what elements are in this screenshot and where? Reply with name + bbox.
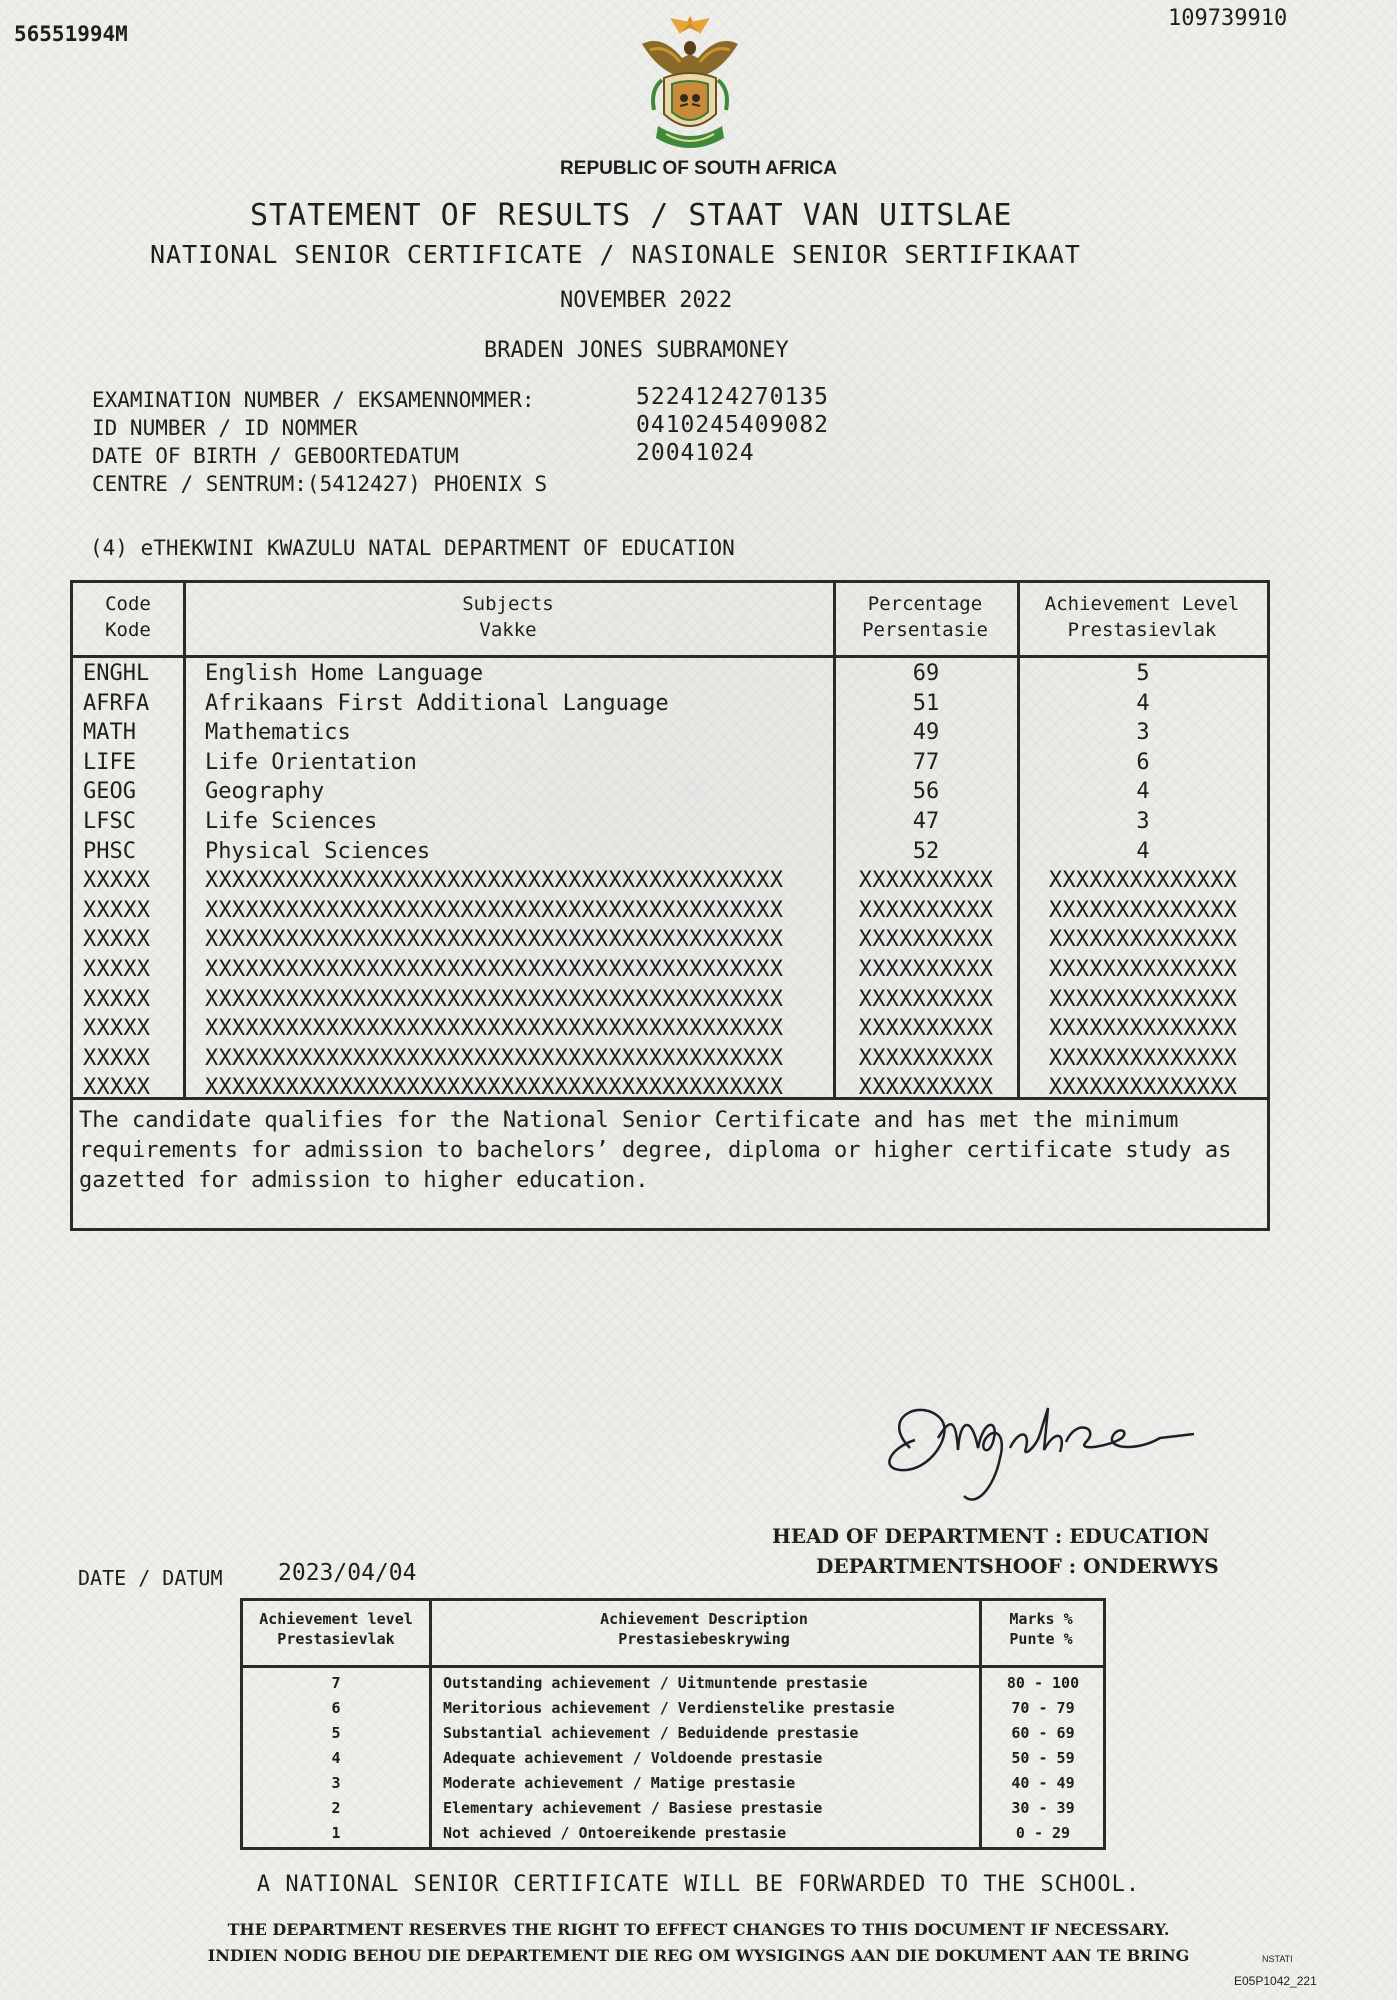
subject-percentage: 52 xyxy=(912,838,940,864)
subject-code: PHSC xyxy=(83,838,136,864)
subject-name: Physical Sciences xyxy=(205,838,431,864)
legend-level: 4 xyxy=(331,1749,341,1767)
subject-percentage: XXXXXXXXXX xyxy=(858,986,994,1012)
department-line: (4) eTHEKWINI KWAZULU NATAL DEPARTMENT OF EDUCATION xyxy=(90,536,735,560)
legend-level: 5 xyxy=(331,1724,341,1742)
subject-percentage: XXXXXXXXXX xyxy=(858,897,994,923)
subject-code: AFRFA xyxy=(83,690,150,716)
subject-name: Geography xyxy=(205,779,325,805)
legend-marks: 0 - 29 xyxy=(1015,1824,1071,1842)
results-table xyxy=(70,580,1270,1100)
centre-line: CENTRE / SENTRUM:(5412427) PHOENIX S xyxy=(92,472,548,496)
exam-number-value: 5224124270135 xyxy=(636,384,830,410)
republic-heading: REPUBLIC OF SOUTH AFRICA xyxy=(560,158,837,179)
dob-value: 20041024 xyxy=(636,440,755,466)
subject-code: XXXXX xyxy=(83,986,151,1012)
subject-code: XXXXX xyxy=(83,927,151,953)
subject-percentage: XXXXXXXXXX xyxy=(858,868,994,894)
header-subjects: Subjects Vakke xyxy=(462,593,554,641)
legend-marks: 40 - 49 xyxy=(1011,1774,1075,1792)
subject-name: XXXXXXXXXXXXXXXXXXXXXXXXXXXXXXXXXXXXXXXXXXX xyxy=(205,897,784,923)
id-number-label: ID NUMBER / ID NOMMER xyxy=(92,416,358,440)
subject-code: XXXXX xyxy=(83,1016,151,1042)
dob-label: DATE OF BIRTH / GEBOORTEDATUM xyxy=(92,444,459,468)
legend-description: Not achieved / Ontoereikende prestasie xyxy=(443,1824,787,1842)
subject-code: XXXXX xyxy=(83,868,151,894)
subject-level: XXXXXXXXXXXXXX xyxy=(1048,986,1238,1012)
subject-percentage: 69 xyxy=(912,661,940,686)
legend-description: Adequate achievement / Voldoende prestasie xyxy=(443,1749,823,1767)
coat-of-arms-icon xyxy=(632,14,748,158)
forward-notice: A NATIONAL SENIOR CERTIFICATE WILL BE FORWARDED TO THE SCHOOL. xyxy=(256,1872,1141,1897)
legend-marks: 30 - 39 xyxy=(1011,1799,1075,1817)
subject-name: Life Orientation xyxy=(205,749,417,775)
subject-level: XXXXXXXXXXXXXX xyxy=(1048,957,1238,982)
subject-code: XXXXX xyxy=(83,1075,151,1101)
signatory-title-english: HEAD OF DEPARTMENT : EDUCATION xyxy=(772,1524,1210,1548)
subject-percentage: 49 xyxy=(912,720,940,746)
reserve-notice-english: THE DEPARTMENT RESERVES THE RIGHT TO EFFECT CHANGES TO THIS DOCUMENT IF NECESSARY. xyxy=(227,1920,1170,1939)
signature-icon xyxy=(860,1378,1210,1518)
subject-name: Afrikaans First Additional Language xyxy=(205,690,669,716)
subject-level: 4 xyxy=(1136,690,1150,716)
subject-name: Mathematics xyxy=(205,720,351,746)
subject-code: LFSC xyxy=(83,809,136,834)
exam-number-label: EXAMINATION NUMBER / EKSAMENNOMMER: xyxy=(92,388,535,412)
subject-percentage: XXXXXXXXXX xyxy=(858,957,994,982)
subject-level: XXXXXXXXXXXXXX xyxy=(1048,1075,1238,1101)
subject-percentage: XXXXXXXXXX xyxy=(858,1016,994,1042)
subject-percentage: XXXXXXXXXX xyxy=(858,927,994,953)
legend-description: Outstanding achievement / Uitmuntende prestasie xyxy=(443,1674,868,1692)
legend-level: 6 xyxy=(331,1699,341,1717)
subject-percentage: 77 xyxy=(912,749,940,775)
qualification-remark: The candidate qualifies for the National Senior Certificate and has met the minimum requirements for admission to bachelors’ degree, diploma or higher certificate study as gazetted for admission to higher education. xyxy=(70,1097,1270,1231)
subject-name: XXXXXXXXXXXXXXXXXXXXXXXXXXXXXXXXXXXXXXXXXXX xyxy=(205,1075,784,1101)
legend-description: Meritorious achievement / Verdienstelike prestasie xyxy=(443,1699,895,1717)
subject-code: LIFE xyxy=(83,749,136,775)
subject-name: XXXXXXXXXXXXXXXXXXXXXXXXXXXXXXXXXXXXXXXXXXX xyxy=(205,986,784,1012)
subject-code: MATH xyxy=(83,720,136,746)
header-code: Code Kode xyxy=(105,593,151,641)
legend-level: 1 xyxy=(331,1824,341,1842)
subject-name: Life Sciences xyxy=(205,809,378,834)
date-value: 2023/04/04 xyxy=(278,1560,417,1586)
subject-level: 5 xyxy=(1136,661,1150,686)
subject-level: XXXXXXXXXXXXXX xyxy=(1048,897,1238,923)
legend-description: Elementary achievement / Basiese prestasie xyxy=(443,1799,823,1817)
reserve-notice-afrikaans: INDIEN NODIG BEHOU DIE DEPARTEMENT DIE REG OM WYSIGINGS AAN DIE DOKUMENT AAN TE BRING xyxy=(207,1946,1190,1965)
exam-month: NOVEMBER 2022 xyxy=(560,288,733,313)
date-label: DATE / DATUM xyxy=(78,1566,223,1590)
subject-name: XXXXXXXXXXXXXXXXXXXXXXXXXXXXXXXXXXXXXXXXXXX xyxy=(205,1016,784,1042)
form-code: E05P1042_221 xyxy=(1234,1974,1317,1988)
subject-level: 4 xyxy=(1136,779,1150,805)
subject-level: 4 xyxy=(1136,838,1150,864)
subject-name: XXXXXXXXXXXXXXXXXXXXXXXXXXXXXXXXXXXXXXXXXXX xyxy=(205,1045,784,1071)
subject-level: 6 xyxy=(1136,749,1150,775)
legend-header-level: Achievement level Prestasievlak xyxy=(259,1610,413,1648)
document-title: STATEMENT OF RESULTS / STAAT VAN UITSLAE xyxy=(250,198,1013,233)
subject-name: English Home Language xyxy=(205,661,484,686)
document-subtitle: NATIONAL SENIOR CERTIFICATE / NASIONALE SENIOR SERTIFIKAAT xyxy=(150,240,1081,269)
header-percentage: Percentage Persentasie xyxy=(862,593,988,641)
legend-header-marks: Marks % Punte % xyxy=(1009,1610,1073,1648)
subject-percentage: 47 xyxy=(912,809,940,834)
form-mark: NSTATI xyxy=(1262,1954,1293,1964)
legend-marks: 60 - 69 xyxy=(1011,1724,1075,1742)
subject-level: XXXXXXXXXXXXXX xyxy=(1048,1045,1238,1071)
signatory-title-afrikaans: DEPARTMENTSHOOF : ONDERWYS xyxy=(816,1554,1219,1578)
subject-name: XXXXXXXXXXXXXXXXXXXXXXXXXXXXXXXXXXXXXXXXXXX xyxy=(205,957,784,982)
subject-level: 3 xyxy=(1136,720,1150,746)
legend-level: 7 xyxy=(331,1674,341,1692)
document-reference-left: 56551994M xyxy=(14,22,128,46)
subject-percentage: 56 xyxy=(912,779,940,805)
subject-percentage: 51 xyxy=(912,690,940,716)
document-reference-right: 109739910 xyxy=(1168,6,1288,31)
candidate-name: BRADEN JONES SUBRAMONEY xyxy=(484,338,789,363)
subject-level: XXXXXXXXXXXXXX xyxy=(1048,927,1238,953)
achievement-legend-table xyxy=(240,1598,1106,1850)
subject-level: 3 xyxy=(1136,809,1150,834)
legend-marks: 50 - 59 xyxy=(1011,1749,1075,1767)
subject-code: XXXXX xyxy=(83,897,151,923)
header-achievement-level: Achievement Level Prestasievlak xyxy=(1044,593,1240,641)
subject-code: ENGHL xyxy=(83,661,150,686)
subject-code: XXXXX xyxy=(83,1045,151,1071)
subject-percentage: XXXXXXXXXX xyxy=(858,1075,994,1101)
id-number-value: 0410245409082 xyxy=(636,412,830,438)
subject-percentage: XXXXXXXXXX xyxy=(858,1045,994,1071)
legend-marks: 80 - 100 xyxy=(1006,1674,1080,1692)
legend-description: Substantial achievement / Beduidende prestasie xyxy=(443,1724,859,1742)
legend-header-description: Achievement Description Prestasiebeskrywing xyxy=(600,1610,808,1648)
subject-name: XXXXXXXXXXXXXXXXXXXXXXXXXXXXXXXXXXXXXXXXXXX xyxy=(205,927,784,953)
legend-description: Moderate achievement / Matige prestasie xyxy=(443,1774,796,1792)
legend-level: 3 xyxy=(331,1774,341,1792)
legend-level: 2 xyxy=(331,1799,341,1817)
subject-name: XXXXXXXXXXXXXXXXXXXXXXXXXXXXXXXXXXXXXXXXXXX xyxy=(205,868,784,894)
subject-level: XXXXXXXXXXXXXX xyxy=(1048,1016,1238,1042)
subject-code: GEOG xyxy=(83,779,136,805)
subject-code: XXXXX xyxy=(83,957,151,982)
legend-marks: 70 - 79 xyxy=(1011,1699,1075,1717)
subject-level: XXXXXXXXXXXXXX xyxy=(1048,868,1238,894)
